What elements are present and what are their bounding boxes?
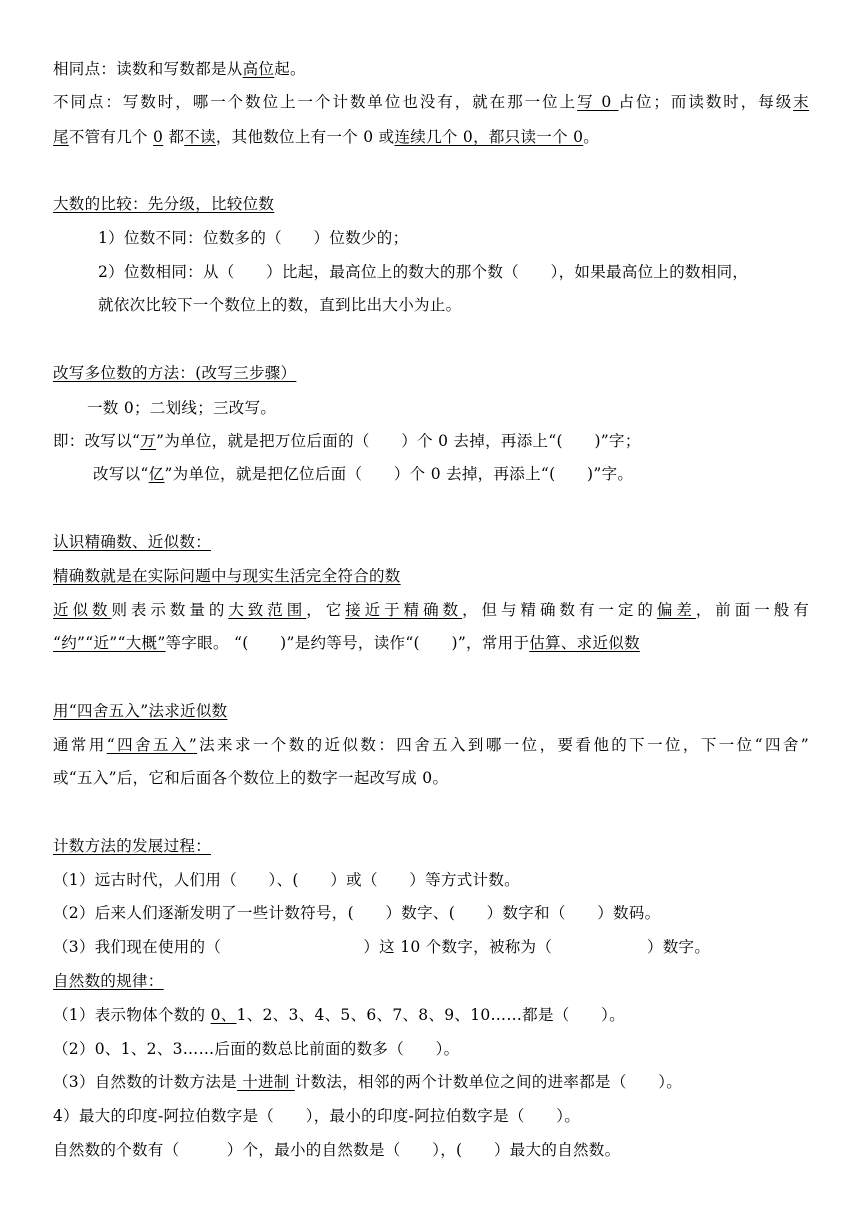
natural-item-2: （2）0、1、2、3……后面的数总比前面的数多（ ）。 bbox=[53, 1040, 460, 1058]
compare-rule-1: 1）位数不同：位数多的（ ）位数少的； bbox=[98, 229, 409, 247]
approx-def-line-1 bbox=[53, 599, 809, 621]
approx-underline: “约”“近”“大概” bbox=[53, 634, 166, 652]
exact-number-def: 精确数就是在实际问题中与现实生活完全符合的数 bbox=[53, 567, 401, 585]
counting-title: 计数方法的发展过程： bbox=[53, 837, 212, 855]
natural-text: （1）表示物体个数的 bbox=[53, 1006, 211, 1024]
diff-text: 占位；而读数时，每级 bbox=[618, 93, 794, 111]
rewrite-yi-line bbox=[93, 463, 633, 485]
natural-underline: 0、 bbox=[210, 1006, 237, 1024]
diff-point-line-1 bbox=[53, 91, 809, 113]
rewrite-wan-line bbox=[53, 430, 641, 452]
natural-item-1 bbox=[53, 1004, 625, 1026]
rewrite-unit-wan: 万 bbox=[140, 432, 157, 450]
approx-text: 等字眼。 “( )”是约等号，读作“( )”，常用于 bbox=[165, 634, 530, 652]
approx-text: ，前面一般有 bbox=[695, 601, 810, 619]
approx-underline: 近似数 bbox=[53, 601, 112, 619]
approx-title: 认识精确数、近似数： bbox=[53, 533, 212, 551]
diff-underline: 不读 bbox=[184, 128, 216, 146]
rewrite-text: ”为单位，就是把亿位后面（ ）个 0 去掉，再添上“( )”字。 bbox=[164, 465, 634, 483]
rounding-underline: “四舍五入” bbox=[106, 736, 198, 754]
approx-underline: 估算、求近似数 bbox=[529, 634, 640, 652]
natural-text: 计数法，相邻的两个计数单位之间的进率都是（ ）。 bbox=[294, 1073, 683, 1091]
natural-text: （3）自然数的计数方法是 bbox=[53, 1073, 237, 1091]
diff-text: 不同点：写数时，哪一个数位上一个计数单位也没有，就在那一位上 bbox=[53, 93, 578, 111]
approx-text: 则表示数量的 bbox=[111, 601, 229, 619]
rewrite-text: ”为单位，就是把万位后面的（ ）个 0 去掉，再添上“( )”字； bbox=[156, 432, 641, 450]
rewrite-unit-yi: 亿 bbox=[148, 465, 165, 483]
natural-item-4: 4）最大的印度-阿拉伯数字是（ ），最小的印度-阿拉伯数字是（ ）。 bbox=[53, 1107, 581, 1125]
rounding-title: 用“四舍五入”法求近似数 bbox=[53, 702, 228, 720]
same-point-text: 相同点：读数和写数都是从 bbox=[53, 60, 243, 78]
diff-underline: 尾 bbox=[53, 128, 69, 146]
diff-underline: 末 bbox=[793, 93, 809, 111]
counting-item-2: （2）后来人们逐渐发明了一些计数符号，( ）数字、( ）数字和（ ）数码。 bbox=[53, 904, 661, 922]
rounding-line-1 bbox=[53, 734, 809, 756]
rewrite-text: 改写以“ bbox=[93, 465, 149, 483]
rounding-text: 法来求一个数的近似数：四舍五入到哪一位，要看他的下一位，下一位“四舍” bbox=[197, 736, 809, 754]
natural-title: 自然数的规律： bbox=[53, 972, 164, 990]
diff-underline: 写 0 bbox=[577, 93, 619, 111]
counting-item-3: （3）我们现在使用的（ ）这 10 个数字，被称为（ ）数字。 bbox=[53, 938, 711, 956]
natural-text: 1、2、3、4、5、6、7、8、9、10……都是（ ）。 bbox=[236, 1006, 625, 1024]
rewrite-text: 即：改写以“ bbox=[53, 432, 141, 450]
approx-underline: 大致范围 bbox=[228, 601, 307, 619]
approx-text: ，它 bbox=[306, 601, 346, 619]
approx-underline: 偏差 bbox=[656, 601, 696, 619]
approx-text: ，但与精确数有一定的 bbox=[462, 601, 657, 619]
approx-underline: 接近于精确数 bbox=[345, 601, 463, 619]
diff-text: 都 bbox=[163, 128, 185, 146]
compare-rule-2-cont: 就依次比较下一个数位上的数，直到比出大小为止。 bbox=[98, 296, 462, 314]
same-point-line bbox=[53, 58, 306, 80]
diff-point-line-2 bbox=[53, 126, 599, 148]
rounding-text: 通常用 bbox=[53, 736, 107, 754]
rewrite-steps: 一数 0；二划线；三改写。 bbox=[87, 399, 277, 417]
rewrite-title: 改写多位数的方法：(改写三步骤） bbox=[53, 364, 297, 382]
counting-item-1: （1）远古时代，人们用（ ）、( ）或（ ）等方式计数。 bbox=[53, 871, 520, 889]
compare-title: 大数的比较：先分级，比较位数 bbox=[53, 195, 275, 213]
natural-underline: 十进制 bbox=[236, 1073, 295, 1091]
diff-text: 。 bbox=[583, 128, 600, 146]
natural-item-3 bbox=[53, 1071, 682, 1093]
diff-underline: 0 bbox=[153, 128, 164, 146]
diff-underline: 连续几个 0，都只读一个 0 bbox=[394, 128, 584, 146]
compare-rule-2: 2）位数相同：从（ ）比起，最高位上的数大的那个数（ ），如果最高位上的数相同， bbox=[98, 263, 749, 281]
diff-text: ，其他数位上有一个 0 或 bbox=[215, 128, 395, 146]
same-point-end: 起。 bbox=[274, 60, 306, 78]
approx-def-line-2 bbox=[53, 632, 640, 654]
same-point-highlight: 高位 bbox=[242, 60, 275, 78]
rounding-line-2: 或“五入”后，它和后面各个数位上的数字一起改写成 0。 bbox=[53, 769, 449, 787]
natural-item-5: 自然数的个数有（ ）个，最小的自然数是（ ），( ）最大的自然数。 bbox=[53, 1141, 621, 1159]
diff-text: 不管有几个 bbox=[68, 128, 154, 146]
